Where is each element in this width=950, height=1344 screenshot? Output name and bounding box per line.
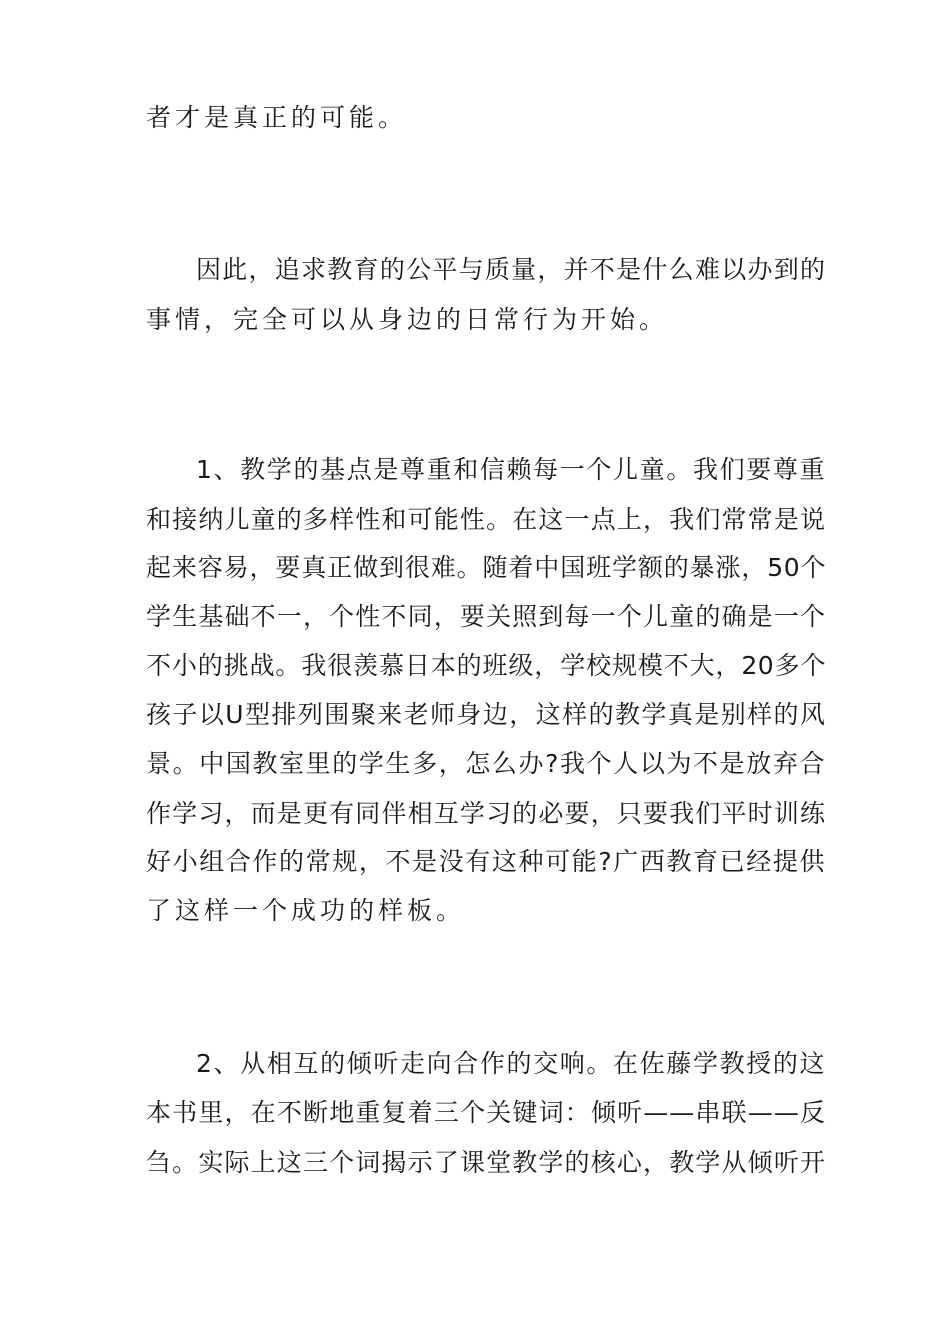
text-line: 刍。实际上这三个词揭示了课堂教学的核心，教学从倾听开 xyxy=(146,1148,826,1177)
text-line: 不小的挑战。我很羡慕日本的班级，学校规模不大，20多个 xyxy=(146,651,826,680)
text-line: 2、从相互的倾听走向合作的交响。在佐藤学教授的这 xyxy=(196,1049,826,1078)
text-line: 事情，完全可以从身边的日常行为开始。 xyxy=(146,305,669,334)
text-line: 了这样一个成功的样板。 xyxy=(146,896,466,925)
text-line: 1、教学的基点是尊重和信赖每一个儿童。我们要尊重 xyxy=(196,455,826,484)
text-line: 者才是真正的可能。 xyxy=(146,103,408,132)
text-line: 景。中国教室里的学生多，怎么办?我个人以为不是放弃合 xyxy=(146,749,826,778)
text-line: 因此，追求教育的公平与质量，并不是什么难以办到的 xyxy=(196,255,826,284)
text-line: 好小组合作的常规，不是没有这种可能?广西教育已经提供 xyxy=(146,847,826,876)
text-line: 学生基础不一，个性不同，要关照到每一个儿童的确是一个 xyxy=(146,602,826,631)
text-line: 和接纳儿童的多样性和可能性。在这一点上，我们常常是说 xyxy=(146,505,826,534)
text-line: 起来容易，要真正做到很难。随着中国班学额的暴涨，50个 xyxy=(146,553,826,582)
text-line: 作学习，而是更有同伴相互学习的必要，只要我们平时训练 xyxy=(146,799,826,828)
text-line: 本书里，在不断地重复着三个关键词：倾听——串联——反 xyxy=(146,1098,826,1127)
text-line: 孩子以U型排列围聚来老师身边，这样的教学真是别样的风 xyxy=(146,700,826,729)
